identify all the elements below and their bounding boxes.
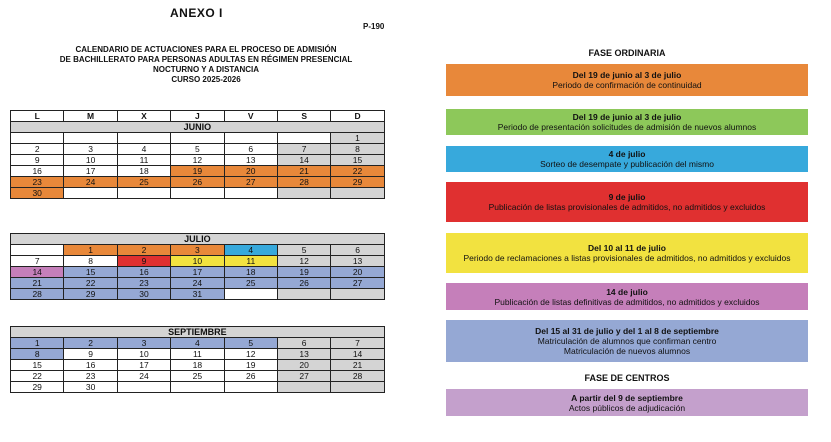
- phase-item-date: Del 19 de junio al 3 de julio: [572, 70, 682, 80]
- day-cell: 9: [117, 256, 170, 267]
- month-name: JUNIO: [11, 122, 385, 133]
- weekday-label: X: [117, 111, 170, 122]
- phase-item-draw: [446, 146, 808, 172]
- weekday-label: D: [331, 111, 384, 122]
- week-row: [11, 278, 385, 289]
- day-cell: 22: [64, 278, 117, 289]
- day-cell: 9: [64, 349, 117, 360]
- day-cell: 21: [277, 166, 330, 177]
- day-cell: [224, 382, 277, 393]
- month-days: [11, 133, 385, 199]
- day-cell: [224, 289, 277, 300]
- day-cell: [224, 133, 277, 144]
- day-cell: 16: [64, 360, 117, 371]
- day-cell: 3: [117, 338, 170, 349]
- document-heading: [10, 45, 402, 85]
- day-cell: 22: [331, 166, 384, 177]
- week-row: [11, 188, 385, 199]
- day-cell: 16: [11, 166, 64, 177]
- phase-item-description: Matriculación de alumnos que confirman centro: [537, 336, 717, 346]
- day-cell: 11: [117, 155, 170, 166]
- day-cell: 24: [64, 177, 117, 188]
- day-cell: 5: [171, 144, 224, 155]
- day-cell: 29: [11, 382, 64, 393]
- day-cell: 2: [11, 144, 64, 155]
- week-row: [11, 177, 385, 188]
- day-cell: 5: [277, 245, 330, 256]
- day-cell: 2: [117, 245, 170, 256]
- weekday-label: L: [11, 111, 64, 122]
- day-cell: 23: [11, 177, 64, 188]
- phase-item-description: Periodo de confirmación de continuidad: [552, 80, 702, 90]
- heading-line: DE BACHILLERATO PARA PERSONAS ADULTAS EN RÉGIMEN PRESENCIAL: [59, 55, 353, 64]
- day-cell: 12: [171, 155, 224, 166]
- phase-item-public-acts: [446, 389, 808, 416]
- day-cell: 4: [224, 245, 277, 256]
- day-cell: 20: [277, 360, 330, 371]
- month-days: [11, 245, 385, 300]
- day-cell: 30: [64, 382, 117, 393]
- day-cell: 18: [117, 166, 170, 177]
- day-cell: 2: [64, 338, 117, 349]
- day-cell: 10: [117, 349, 170, 360]
- day-cell: 25: [171, 371, 224, 382]
- annex-title: ANEXO I: [170, 6, 223, 20]
- day-cell: 11: [224, 256, 277, 267]
- day-cell: 13: [331, 256, 384, 267]
- fase-centros-title: FASE DE CENTROS: [584, 373, 670, 383]
- day-cell: 7: [277, 144, 330, 155]
- day-cell: 21: [331, 360, 384, 371]
- day-cell: 14: [11, 267, 64, 278]
- week-row: [11, 338, 385, 349]
- day-cell: [224, 188, 277, 199]
- day-cell: 29: [331, 177, 384, 188]
- phase-item-confirmation: [446, 64, 808, 96]
- day-cell: 21: [11, 278, 64, 289]
- phase-item-date: 9 de julio: [608, 192, 646, 202]
- calendar-july: [10, 233, 385, 300]
- phase-item-date: Del 19 de junio al 3 de julio: [572, 112, 682, 122]
- phase-item-description: Sorteo de desempate y publicación del mismo: [540, 159, 714, 169]
- phase-item-final-lists: [446, 283, 808, 310]
- month-days: [11, 338, 385, 393]
- phase-item-provisional-lists: [446, 182, 808, 222]
- day-cell: 18: [171, 360, 224, 371]
- day-cell: 19: [171, 166, 224, 177]
- day-cell: [117, 133, 170, 144]
- month-row: [11, 234, 385, 245]
- calendar-september: [10, 326, 385, 393]
- day-cell: 15: [11, 360, 64, 371]
- day-cell: 1: [64, 245, 117, 256]
- phase-item-date: Del 15 al 31 de julio y del 1 al 8 de septiembre: [535, 326, 719, 336]
- phase-item-date: 14 de julio: [606, 286, 648, 297]
- week-row: [11, 349, 385, 360]
- week-row: [11, 155, 385, 166]
- phase-item-enrollment: [446, 320, 808, 362]
- day-cell: [64, 188, 117, 199]
- day-cell: 17: [64, 166, 117, 177]
- day-cell: 14: [277, 155, 330, 166]
- day-cell: [277, 133, 330, 144]
- day-cell: [117, 188, 170, 199]
- phase-item-date: Del 10 al 11 de julio: [588, 243, 666, 253]
- day-cell: [171, 133, 224, 144]
- day-cell: 30: [11, 188, 64, 199]
- day-cell: 12: [224, 349, 277, 360]
- day-cell: 10: [64, 155, 117, 166]
- day-cell: 1: [11, 338, 64, 349]
- day-cell: 3: [64, 144, 117, 155]
- calendar-june: [10, 110, 385, 199]
- month-row: [11, 327, 385, 338]
- day-cell: 5: [224, 338, 277, 349]
- day-cell: 19: [277, 267, 330, 278]
- day-cell: 1: [331, 133, 384, 144]
- phase-item-date: 4 de julio: [608, 149, 646, 159]
- day-cell: [277, 188, 330, 199]
- day-cell: [11, 133, 64, 144]
- day-cell: 24: [171, 278, 224, 289]
- day-cell: 17: [117, 360, 170, 371]
- month-name: JULIO: [11, 234, 385, 245]
- day-cell: 6: [331, 245, 384, 256]
- day-cell: 7: [11, 256, 64, 267]
- fase-ordinaria-title: FASE ORDINARIA: [588, 48, 666, 58]
- week-row: [11, 267, 385, 278]
- phase-item-description: Publicación de listas definitivas de admitidos, no admitidos y excluidos: [494, 296, 760, 307]
- day-cell: [64, 133, 117, 144]
- day-cell: 7: [331, 338, 384, 349]
- heading-line: NOCTURNO Y A DISTANCIA: [152, 65, 260, 74]
- phase-item-applications: [446, 109, 808, 135]
- day-cell: [331, 188, 384, 199]
- day-cell: 9: [11, 155, 64, 166]
- day-cell: 8: [11, 349, 64, 360]
- day-cell: 15: [331, 155, 384, 166]
- day-cell: 26: [171, 177, 224, 188]
- day-cell: 27: [331, 278, 384, 289]
- week-row: [11, 144, 385, 155]
- day-cell: 30: [117, 289, 170, 300]
- day-cell: 24: [117, 371, 170, 382]
- day-cell: [277, 289, 330, 300]
- weekday-label: J: [171, 111, 224, 122]
- day-cell: 29: [64, 289, 117, 300]
- day-cell: [11, 245, 64, 256]
- day-cell: 28: [331, 371, 384, 382]
- day-cell: 8: [331, 144, 384, 155]
- day-cell: 26: [224, 371, 277, 382]
- day-cell: 25: [117, 177, 170, 188]
- weekday-label: V: [224, 111, 277, 122]
- day-cell: 17: [171, 267, 224, 278]
- heading-line: CALENDARIO DE ACTUACIONES PARA EL PROCESO DE ADMISIÓN: [75, 45, 337, 54]
- day-cell: 6: [277, 338, 330, 349]
- day-cell: 4: [117, 144, 170, 155]
- day-cell: 13: [224, 155, 277, 166]
- day-cell: 3: [171, 245, 224, 256]
- day-cell: 23: [117, 278, 170, 289]
- day-cell: 15: [64, 267, 117, 278]
- day-cell: 19: [224, 360, 277, 371]
- month-row: [11, 122, 385, 133]
- day-cell: 31: [171, 289, 224, 300]
- day-cell: 10: [171, 256, 224, 267]
- day-cell: [331, 382, 384, 393]
- day-cell: [277, 382, 330, 393]
- phase-item-description: Actos públicos de adjudicación: [568, 402, 686, 413]
- day-cell: [171, 382, 224, 393]
- week-row: [11, 371, 385, 382]
- day-cell: 13: [277, 349, 330, 360]
- day-cell: 25: [224, 278, 277, 289]
- day-cell: 23: [64, 371, 117, 382]
- weekday-label: M: [64, 111, 117, 122]
- day-cell: 20: [224, 166, 277, 177]
- phase-item-date: A partir del 9 de septiembre: [571, 392, 683, 403]
- day-cell: [171, 188, 224, 199]
- heading-line: CURSO 2025-2026: [171, 75, 241, 84]
- week-row: [11, 256, 385, 267]
- phase-item-claims: [446, 233, 808, 273]
- day-cell: 16: [117, 267, 170, 278]
- phase-item-description: Periodo de presentación solicitudes de admisión de nuevos alumnos: [497, 122, 757, 132]
- day-cell: 27: [224, 177, 277, 188]
- week-row: [11, 133, 385, 144]
- week-row: [11, 360, 385, 371]
- day-cell: 28: [11, 289, 64, 300]
- day-cell: 28: [277, 177, 330, 188]
- phase-item-description: Periodo de reclamaciones a listas provisionales de admitidos, no admitidos y excluidos: [463, 253, 791, 263]
- weekday-header-row: [11, 111, 385, 122]
- day-cell: 12: [277, 256, 330, 267]
- day-cell: 20: [331, 267, 384, 278]
- day-cell: 11: [171, 349, 224, 360]
- day-cell: 26: [277, 278, 330, 289]
- week-row: [11, 289, 385, 300]
- weekday-label: S: [277, 111, 330, 122]
- week-row: [11, 166, 385, 177]
- day-cell: 27: [277, 371, 330, 382]
- phase-item-description: Publicación de listas provisionales de admitidos, no admitidos y excluidos: [488, 202, 766, 212]
- day-cell: 22: [11, 371, 64, 382]
- day-cell: 8: [64, 256, 117, 267]
- week-row: [11, 382, 385, 393]
- month-name: SEPTIEMBRE: [11, 327, 385, 338]
- week-row: [11, 245, 385, 256]
- procedure-code: P-190: [363, 22, 385, 31]
- day-cell: [331, 289, 384, 300]
- day-cell: [117, 382, 170, 393]
- day-cell: 14: [331, 349, 384, 360]
- day-cell: 4: [171, 338, 224, 349]
- day-cell: 18: [224, 267, 277, 278]
- day-cell: 6: [224, 144, 277, 155]
- phase-item-description: Matriculación de nuevos alumnos: [563, 346, 691, 356]
